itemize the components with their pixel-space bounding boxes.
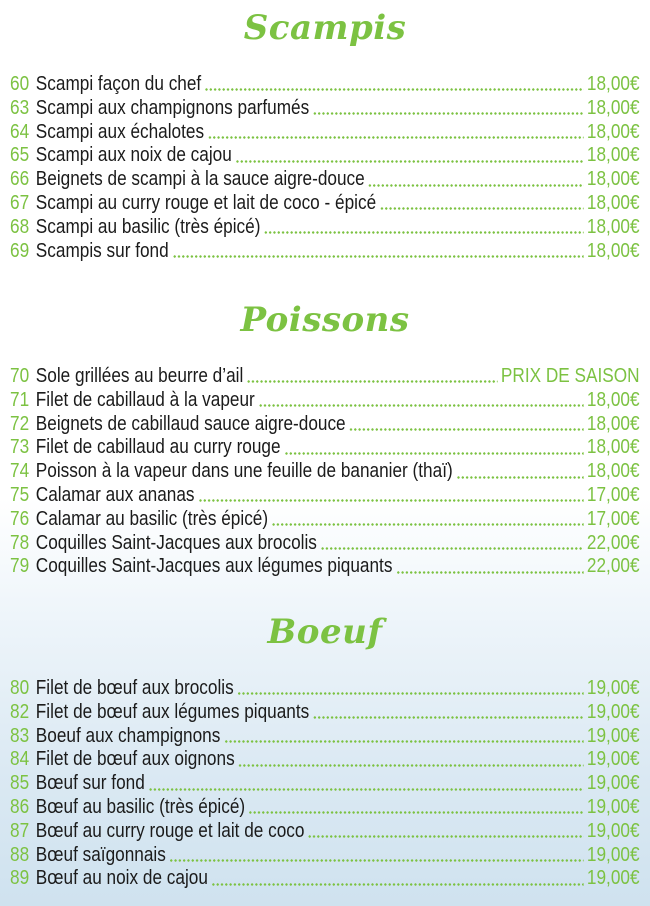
dot-leader [247,380,498,383]
item-number: 85 [10,772,30,795]
item-price: 18,00€ [586,412,640,435]
item-number: 70 [10,365,30,387]
menu-item [10,867,640,891]
menu-item [10,677,640,701]
item-name: Scampi aux échalotes [35,120,205,143]
item-number: 66 [10,168,30,191]
item-price: 18,00€ [586,144,640,167]
item-number: 82 [10,700,30,723]
item-price: 22,00€ [586,555,640,578]
dot-leader [284,452,583,455]
dot-leader [349,428,583,431]
menu-item [10,144,640,168]
item-price: 19,00€ [586,867,640,890]
item-price: 19,00€ [586,748,640,771]
dot-leader [258,404,583,407]
item-price: 18,00€ [586,215,640,238]
item-price: 17,00€ [586,507,640,530]
dot-leader [235,160,583,163]
dot-leader [208,136,584,139]
item-number: 72 [10,412,30,435]
item-name: Bœuf au curry rouge et lait de coco [35,819,305,842]
item-number: 71 [10,388,30,411]
item-number: 68 [10,215,30,238]
dot-leader [368,184,583,187]
item-name: Coquilles Saint-Jacques aux légumes piquants [35,555,393,578]
menu-item [10,844,640,868]
item-number: 73 [10,436,30,459]
dot-leader [237,692,583,695]
menu-item [10,216,640,240]
item-number: 87 [10,819,30,842]
menu-item [10,725,640,749]
item-number: 69 [10,239,30,262]
dot-leader [148,788,583,791]
dot-leader [198,499,584,502]
item-name: Beignets de cabillaud sauce aigre-douce [35,412,346,435]
item-number: 65 [10,144,30,167]
menu-item [10,820,640,844]
scampis-list [10,73,640,263]
item-number: 76 [10,507,30,530]
item-price: 18,00€ [586,436,640,459]
dot-leader [456,476,583,479]
menu-item [10,508,640,532]
menu-item [10,413,640,437]
item-price: 19,00€ [586,795,640,818]
item-price: 19,00€ [586,677,640,699]
dot-leader [308,835,584,838]
item-number: 67 [10,191,30,214]
item-name: Calamar aux ananas [35,483,195,506]
dot-leader [211,883,583,886]
item-number: 78 [10,531,30,554]
dot-leader [313,716,584,719]
item-number: 80 [10,677,30,699]
item-price: 19,00€ [586,843,640,866]
dot-leader [380,207,584,210]
dot-leader [205,88,584,91]
item-price: 18,00€ [586,96,640,119]
item-price: 19,00€ [586,700,640,723]
dot-leader [172,255,583,258]
menu-item [10,484,640,508]
item-name: Scampi façon du chef [35,73,202,95]
menu-item [10,701,640,725]
item-price: PRIX DE SAISON [500,365,640,387]
section-title-poissons: Poissons [240,300,410,340]
item-name: Sole grillées au beurre d’ail [35,365,244,387]
dot-leader [396,571,584,574]
menu-item [10,436,640,460]
menu-item [10,532,640,556]
item-number: 64 [10,120,30,143]
dot-leader [238,764,583,767]
item-number: 86 [10,795,30,818]
boeuf-list [10,677,640,891]
item-price: 22,00€ [586,531,640,554]
item-name: Filet de bœuf aux oignons [35,748,235,771]
menu-item [10,389,640,413]
item-number: 63 [10,96,30,119]
item-number: 60 [10,73,30,95]
item-price: 19,00€ [586,772,640,795]
item-number: 83 [10,724,30,747]
menu-item [10,192,640,216]
item-name: Filet de bœuf aux légumes piquants [35,700,310,723]
item-price: 18,00€ [586,73,640,95]
item-price: 18,00€ [586,168,640,191]
item-name: Scampi au curry rouge et lait de coco - épicé [35,191,377,214]
menu-item [10,73,640,97]
poissons-list [10,365,640,579]
dot-leader [313,112,584,115]
section-title-boeuf: Boeuf [267,612,383,652]
item-number: 84 [10,748,30,771]
item-name: Calamar au basilic (très épicé) [35,507,269,530]
dot-leader [272,523,584,526]
item-name: Filet de cabillaud à la vapeur [35,388,255,411]
item-price: 18,00€ [586,191,640,214]
section-title-scampis: Scampis [243,8,407,48]
item-name: Scampi aux noix de cajou [35,144,232,167]
item-number: 74 [10,460,30,483]
dot-leader [320,547,583,550]
item-name: Bœuf saïgonnais [35,843,166,866]
menu-item [10,240,640,264]
item-name: Coquilles Saint-Jacques aux brocolis [35,531,317,554]
menu-item [10,796,640,820]
item-name: Scampis sur fond [35,239,169,262]
dot-leader [169,859,583,862]
item-name: Bœuf au basilic (très épicé) [35,795,246,818]
item-number: 75 [10,483,30,506]
item-name: Scampi aux champignons parfumés [35,96,310,119]
item-price: 18,00€ [586,120,640,143]
item-price: 19,00€ [586,819,640,842]
item-name: Boeuf aux champignons [35,724,221,747]
menu-item [10,365,640,389]
item-number: 89 [10,867,30,890]
item-name: Poisson à la vapeur dans une feuille de bananier (thaï) [35,460,453,483]
menu-item [10,772,640,796]
menu-item [10,748,640,772]
item-price: 17,00€ [586,483,640,506]
item-name: Scampi au basilic (très épicé) [35,215,261,238]
item-name: Filet de bœuf aux brocolis [35,677,234,699]
item-price: 18,00€ [586,460,640,483]
item-name: Filet de cabillaud au curry rouge [35,436,281,459]
item-number: 79 [10,555,30,578]
item-price: 19,00€ [586,724,640,747]
menu-item [10,460,640,484]
item-price: 18,00€ [586,388,640,411]
menu-item [10,555,640,579]
item-name: Bœuf sur fond [35,772,145,795]
dot-leader [264,231,584,234]
item-price: 18,00€ [586,239,640,262]
menu-item [10,168,640,192]
item-number: 88 [10,843,30,866]
menu-item [10,121,640,145]
dot-leader [249,811,584,814]
dot-leader [224,740,584,743]
menu-item [10,97,640,121]
item-name: Beignets de scampi à la sauce aigre-douce [35,168,365,191]
item-name: Bœuf au noix de cajou [35,867,208,890]
